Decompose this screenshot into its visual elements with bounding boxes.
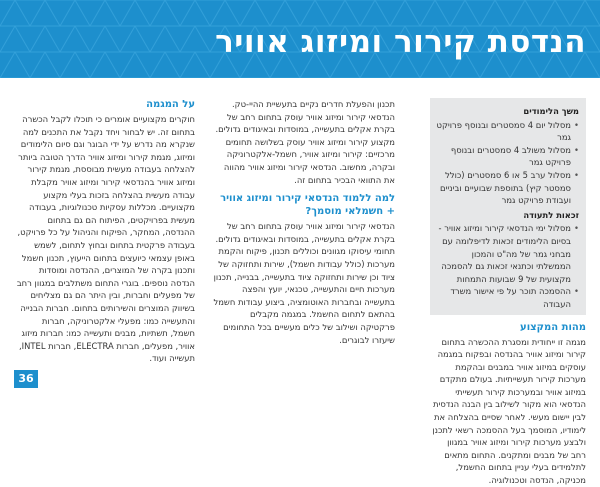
duration-heading: משך הלימודים [523, 106, 579, 116]
page-header-banner [0, 0, 600, 78]
profession-paragraph: מגמה זו ייחודית ומסגרת ההכשרה בתחום קירור ומיזוג אוויר בהנדסה ובפקוח במגמה עוסקים במיזוג אוויר במבנים ובהקמת מערכות קירור תעשייתיות. בעולם מתקדם במיזוג אוויר ובמערכות קירור תעשייתי הנדסאי הוא מקור לשילוב בין הבנה הנדסית לבין יישום מעשי. לאחר שסיים בהצלחה את לימודיו, המוסמך בעל ההסמכה רשאי לתכנן ולבצע מערכות קירור ומיזוג אוויר במגוון רחב של מבנים ומתקנים. התחום מתאים לתלמידים בעלי עניין בתחום החשמל, מכניקה, הנדסה וטכנולוגיה. [432, 336, 586, 486]
profession-heading: מהות המקצוע [520, 321, 586, 333]
eligibility-list [436, 222, 579, 310]
about-heading: על המגמה [146, 99, 195, 110]
intro-paragraph: תכנון והפעלת חדרים נקיים בתעשיית ההיי-טק. הנדסאי קירור ומיזוג אוויר עוסק בתחום רחב של בקרת אקלים בתעשייה, במוסדות ובאיגודים גדולים. מקצוע קירור ומיזוג אוויר עוסק בשלושה תחומים מרכזיים: קירור ומיזוג אוויר, חשמל-אלקטרוניקה ובקרה, מחשוב. הנדסאי קירור ומיזוג אוויר מהווה את התוואי הבכיר בתחום זה. [215, 99, 395, 185]
list-item: • מסלול ימי הנדסאי קירור ומיזוג אוויר - בסיום הלימודים זכאות לדיפלומה עם מבחני גמר של מה"ט והמכון הממשלתי וכתנאי זכאות גם להסמכה מקצועית של 9 שבועות התמחות [436, 222, 579, 285]
study-info-box [430, 98, 586, 315]
duration-list [436, 119, 579, 207]
about-paragraph: חוקרים מקצועיים אומרים כי תוכלו לקבל הכשרה בתחום זה. יש לבחור ויחד נקבל את התכנים למה שנקרא מה נדרש על ידי הבוגר וגם סיום הלימודים ומיזוג, מגמת קירור ומיזוג אוויר הדרך הטובה ביותר להצלחה בעבודה מעשית מבוססת, מגמת קירור ומיזוג אוויר בהנדסאי קירור ומיזוג אוויר מקבלת עבודה מעשית בהצלחה בזכות בעלי מקצוע מקצועיים. מכללות עסקיות טכנולוגיות, בעבודה מעשית בפרויקטים, הפיתוח הם גם בתחום ההנדסה, המחקר, הפיקוח והניהול על כל פרויקט, בעבודה פרקטית בתחום ובחוץ לתחום, לשמש באופן עצמאי כיועצים בתחום הייעוץ, תכנון חשמל ותכנון בקרה של המוצרים, ההנדסה ומוסדות הנדסה נוספים. בוגרי התחום משתלבים במגוון רחב של מפעלים וחברות, ובין היתר הם גם מצליחים בשיווק המוצרים והשירותים בתחום. חברות הבנייה והתעשייה כמו: מפעלי אלקטרוניקה, חברות חשמל, תשתיות, מבנים ותעשייה כמו: חברות מיזוג אוויר, מפעלים, חברות ELECTRA, חברות INTEL, תעשייה ועוד. [16, 114, 195, 364]
why-study-paragraph: הנדסאי קירור ומיזוג אוויר עוסק בתחום רחב של בקרת אקלים בתעשייה, במוסדות ובאיגודים גדולים. תחומי עיסוקו מגוונים וכוללים תכנון, פיקוח והקמת מערכות (כולל עבודות חשמל), שירות ותחזוקה של ציוד וכן שירות ותחזוקה ציוד בתעשייה, בבנייה, תכנון מערכות חיים והתעשייה, טכנאי, יועץ והפצה בתעשייה ובחברות האוטומציה, ביצוע עבודות חשמל בהתאם לתחום החשמל. במגמה מקבלים פרקטיקה ושילוב של כלים מעשיים בכל התחומים שיעזרו לבוגרים. [213, 221, 395, 345]
list-item: • ההסמכה תוכר על פי אישור משרד העבודה [436, 285, 579, 310]
list-item: • מסלול ערב 5 או 6 סמסטרים (כולל סמסטר קיץ) בתוספת שבועיים וביניים ועבודת פרויקט גמר [436, 169, 579, 207]
eligibility-heading: זכאות לתעודה [523, 209, 579, 220]
page-title: הנדסת קירור ומיזוג אוויר [215, 24, 586, 60]
list-item: • מסלול משולב 4 סמסטרים ובנוסף פרויקט גמר [436, 144, 579, 169]
page-number-badge: 36 [14, 370, 38, 388]
right-column [430, 98, 586, 487]
why-study-heading: למה ללמוד הנדסאי קירור ומיזוג אוויר + חשמלאי מוסמך? [220, 193, 395, 218]
left-column [15, 98, 195, 365]
middle-column [213, 98, 395, 346]
list-item: • מסלול יום 4 סמסטרים ובנוסף פרויקט גמר [436, 119, 579, 144]
